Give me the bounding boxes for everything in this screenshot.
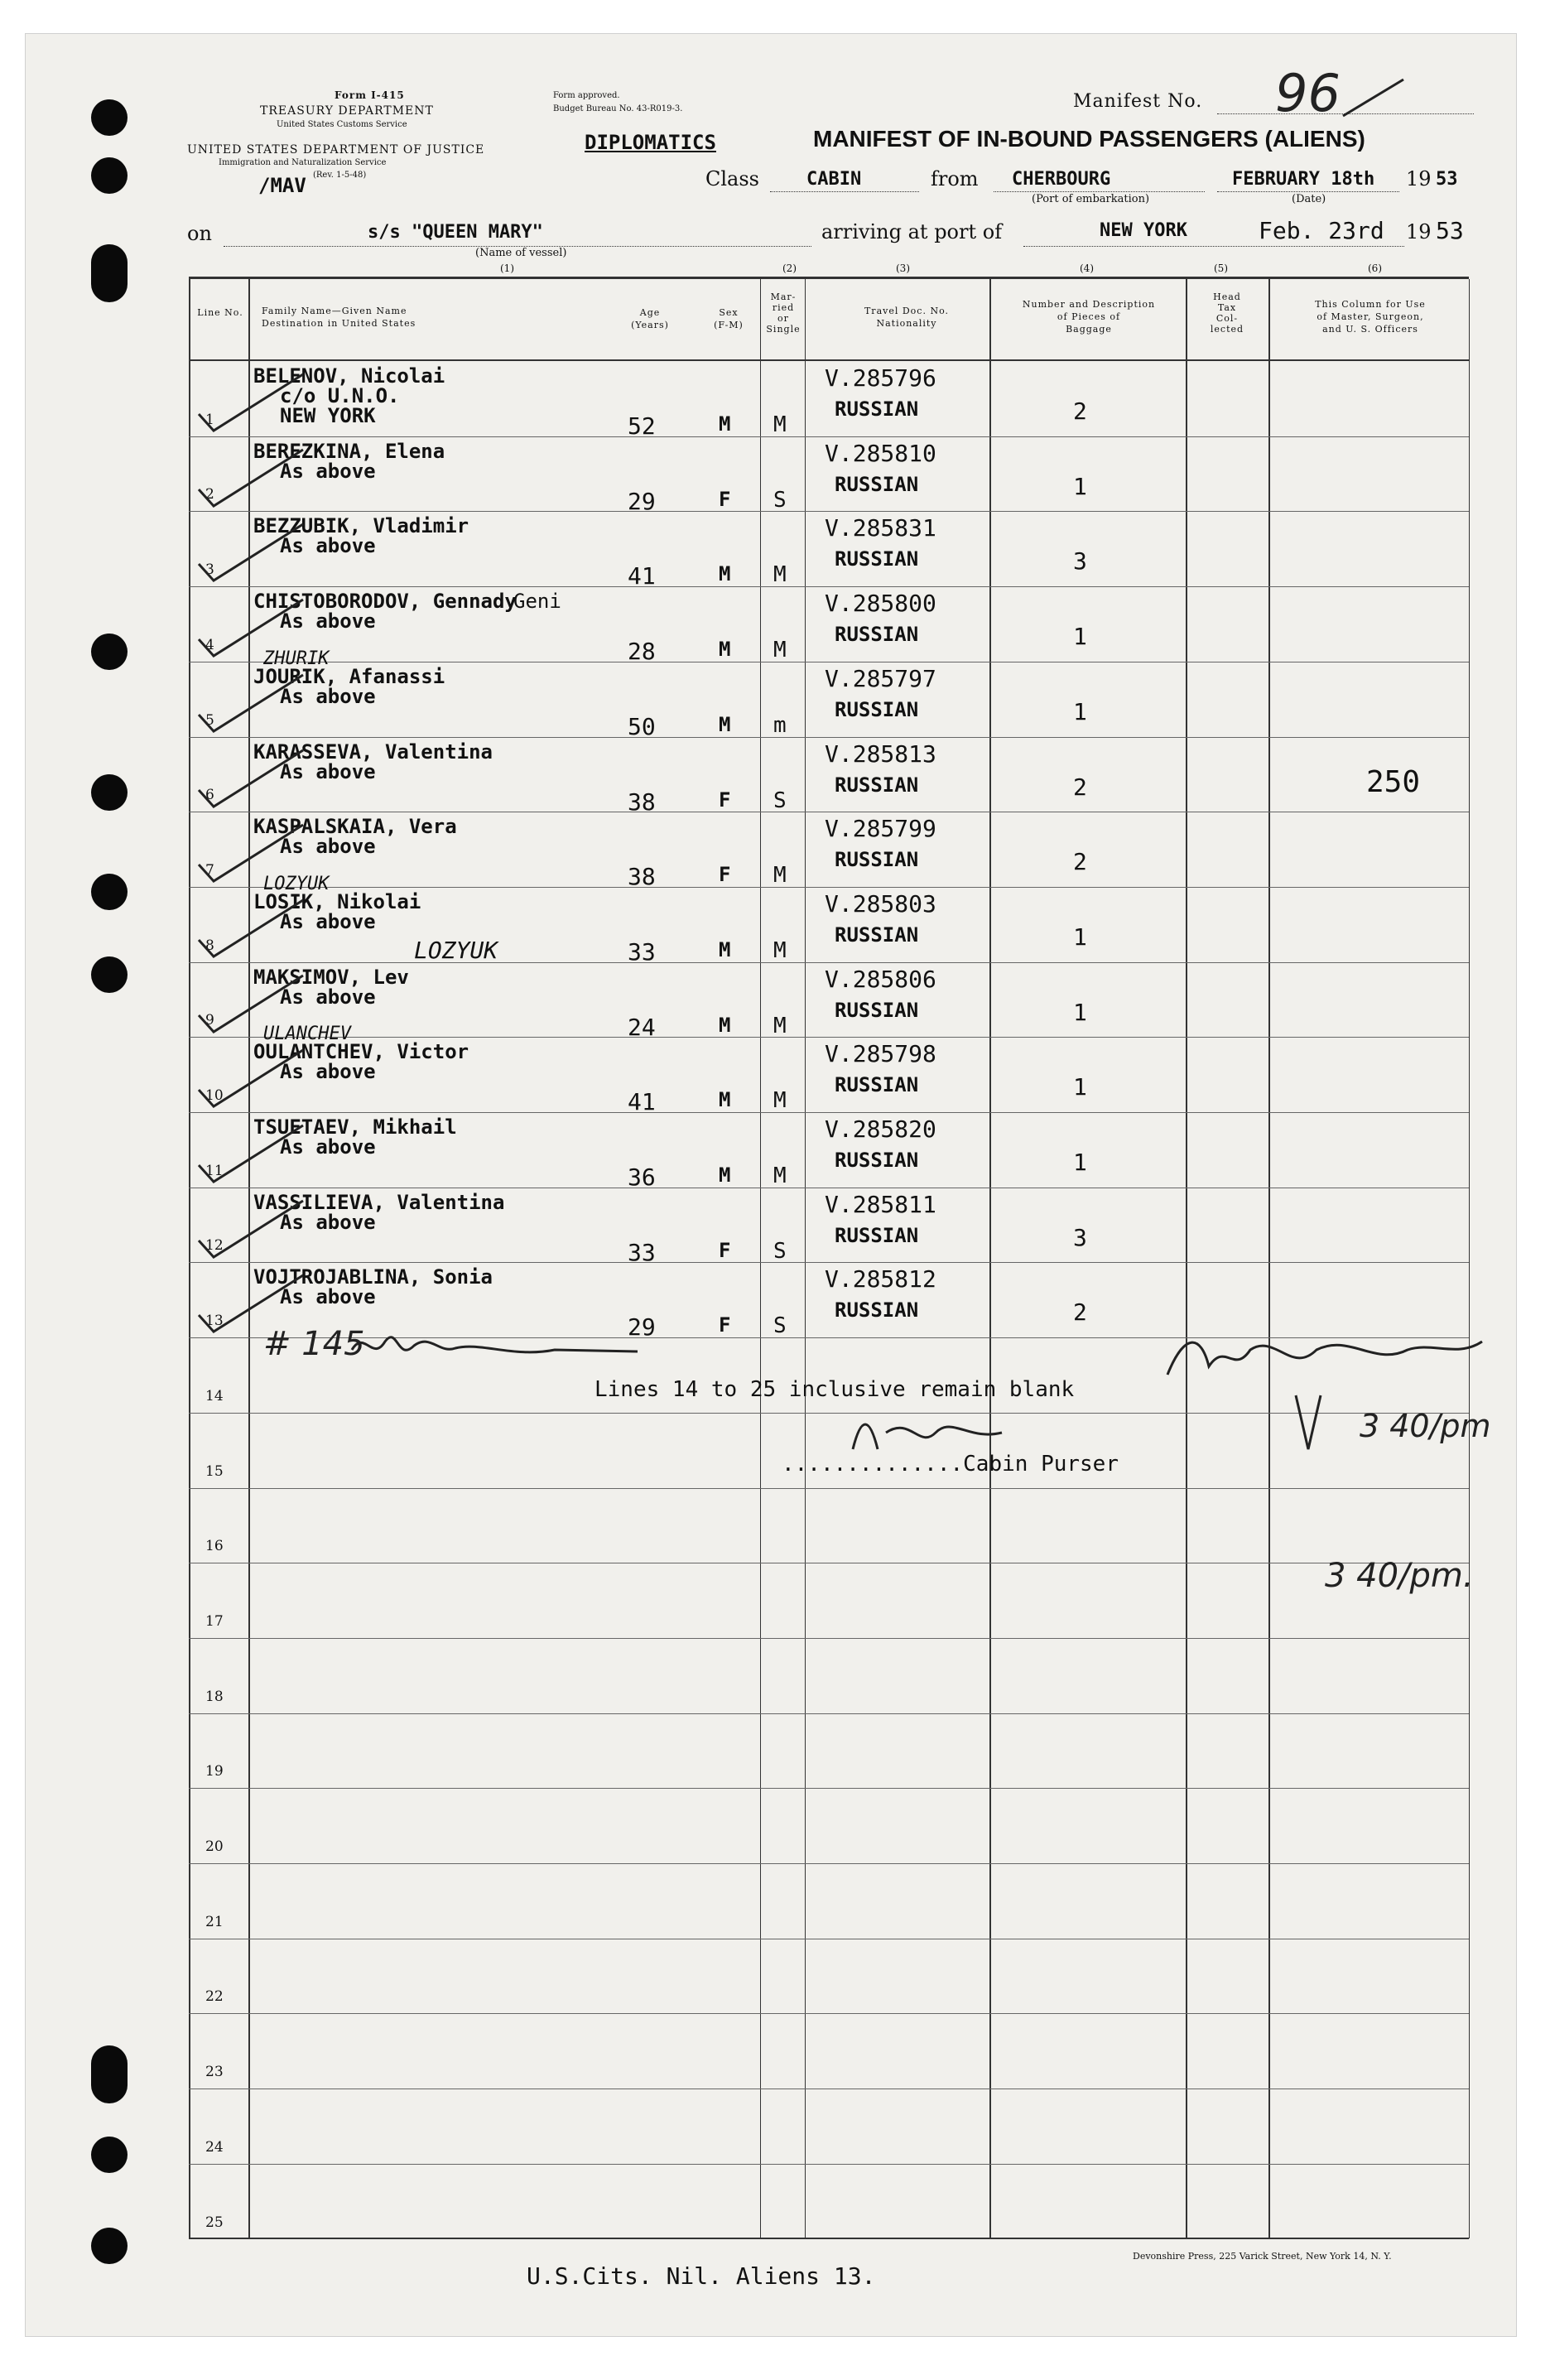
passenger-nationality: RUSSIAN xyxy=(835,1298,919,1322)
col-num-6: (6) xyxy=(1368,263,1382,274)
row-divider xyxy=(189,2013,1469,2014)
time-note-1: 3 40/pm xyxy=(1360,1408,1491,1444)
passenger-marital-status: m xyxy=(773,712,787,738)
col-header-officers: This Column for Use of Master, Surgeon, and U. S. Officers xyxy=(1315,299,1426,335)
time-note-2: 3 40/pm. xyxy=(1325,1557,1474,1595)
line-number: 17 xyxy=(205,1612,224,1630)
passenger-age: 29 xyxy=(628,487,656,515)
arrival-date: Feb. 23rd xyxy=(1259,217,1384,244)
passenger-marital-status: M xyxy=(773,937,787,963)
passenger-sex: M xyxy=(719,1164,731,1187)
passenger-marital-status: M xyxy=(773,1013,787,1038)
officer-note: 250 xyxy=(1366,764,1421,799)
passenger-marital-status: M xyxy=(773,863,787,889)
passenger-marital-status: S xyxy=(773,487,787,513)
check-mark-icon xyxy=(195,1122,311,1188)
passenger-destination: As above xyxy=(280,835,376,859)
passenger-marital-status: S xyxy=(773,1238,787,1264)
binder-hole xyxy=(91,2137,128,2173)
passenger-sex: F xyxy=(719,1313,731,1337)
class-label: Class xyxy=(705,167,759,190)
line-number: 5 xyxy=(205,711,214,729)
line-number: 20 xyxy=(205,1838,224,1855)
row-divider xyxy=(189,1638,1469,1639)
row-divider xyxy=(189,1413,1469,1414)
passenger-name: VOJTROJABLINA, Sonia xyxy=(253,1265,493,1289)
baggage-count: 2 xyxy=(1073,1298,1087,1327)
passenger-name: LOSIK, Nikolai xyxy=(253,889,421,913)
passenger-name: CHISTOBORODOV, Gennady xyxy=(253,590,517,614)
passenger-age: 41 xyxy=(628,1088,656,1116)
approved-label: Form approved. xyxy=(553,91,620,100)
line-number: 8 xyxy=(205,937,214,954)
line-number: 13 xyxy=(205,1313,224,1330)
binder-hole xyxy=(91,774,128,811)
passenger-name: OULANTCHEV, Victor xyxy=(253,1040,469,1064)
col-header-headtax: Head Tax Col- lected xyxy=(1210,291,1244,335)
arrival-port: NEW YORK xyxy=(1100,220,1187,241)
col-border xyxy=(805,279,806,2238)
arrival-line xyxy=(1023,245,1404,247)
passenger-destination: As above xyxy=(280,534,376,558)
passenger-nationality: RUSSIAN xyxy=(835,697,919,721)
handwritten-name-correction: ZHURIK xyxy=(263,648,330,669)
from-line xyxy=(994,190,1205,192)
row-divider xyxy=(189,737,1469,738)
passenger-age: 33 xyxy=(628,1238,656,1266)
binder-hole xyxy=(91,874,128,910)
table-bottom-border xyxy=(189,2238,1469,2239)
passenger-sex: M xyxy=(719,937,731,961)
baggage-count: 3 xyxy=(1073,1223,1087,1251)
date-caption: (Date) xyxy=(1292,193,1326,205)
col-header-name: Family Name—Given Name Destination in United States xyxy=(262,306,416,329)
travel-doc-number: V.285813 xyxy=(825,740,936,768)
passenger-marital-status: S xyxy=(773,1313,787,1339)
travel-doc-number: V.285812 xyxy=(825,1265,936,1294)
travel-doc-number: V.285797 xyxy=(825,664,936,692)
arriving-label: arriving at port of xyxy=(821,220,1003,243)
port-caption: (Port of embarkation) xyxy=(1032,193,1150,205)
row-divider xyxy=(189,1488,1469,1489)
from-label: from xyxy=(931,167,979,190)
dept-service: United States Customs Service xyxy=(277,120,407,129)
handwritten-signature xyxy=(348,1325,646,1366)
baggage-count: 1 xyxy=(1073,697,1087,725)
passenger-nationality: RUSSIAN xyxy=(835,923,919,947)
passenger-name: BEREZKINA, Elena xyxy=(253,439,445,463)
diplomatics-label: DIPLOMATICS xyxy=(585,131,716,154)
totals-note: U.S.Cits. Nil. Aliens 13. xyxy=(527,2262,876,2290)
line-number: 1 xyxy=(205,411,214,428)
passenger-age: 29 xyxy=(628,1313,656,1342)
passenger-sex: M xyxy=(719,712,731,736)
printer-imprint: Devonshire Press, 225 Varick Street, New York 14, N. Y. xyxy=(1133,2251,1392,2262)
passenger-marital-status: S xyxy=(773,788,787,813)
check-mark-icon xyxy=(195,521,311,587)
line-number: 22 xyxy=(205,1988,224,2006)
baggage-count: 2 xyxy=(1073,397,1087,425)
line-number: 23 xyxy=(205,2064,224,2081)
line-number: 15 xyxy=(205,1462,224,1480)
check-mark-icon xyxy=(195,897,311,963)
handwritten-name-note: LOZYUK xyxy=(414,936,498,964)
col-border xyxy=(1268,279,1270,2238)
row-divider xyxy=(189,586,1469,587)
passenger-age: 28 xyxy=(628,638,656,666)
passenger-nationality: RUSSIAN xyxy=(835,472,919,496)
passenger-age: 52 xyxy=(628,412,656,440)
passenger-marital-status: M xyxy=(773,412,787,437)
binder-hole xyxy=(91,2045,128,2103)
purser-signature xyxy=(845,1408,1010,1457)
row-divider xyxy=(189,962,1469,963)
purser-line: ..............Cabin Purser xyxy=(782,1452,1119,1477)
passenger-nationality: RUSSIAN xyxy=(835,1149,919,1172)
line-number: 4 xyxy=(205,636,214,653)
line-number: 19 xyxy=(205,1763,224,1780)
passenger-name: KARASSEVA, Valentina xyxy=(253,740,493,764)
class-value: CABIN xyxy=(806,169,862,190)
passenger-age: 33 xyxy=(628,937,656,966)
arrival-year: 53 xyxy=(1436,217,1464,244)
binder-hole xyxy=(91,244,128,302)
line-number: 11 xyxy=(205,1162,224,1179)
binder-hole xyxy=(91,634,128,670)
dept-label: TREASURY DEPARTMENT xyxy=(260,104,434,118)
col-border xyxy=(760,279,761,2238)
line-number: 21 xyxy=(205,1913,224,1930)
baggage-count: 1 xyxy=(1073,623,1087,651)
col-border xyxy=(1186,279,1187,2238)
col-num-4: (4) xyxy=(1080,263,1094,274)
row-divider xyxy=(189,511,1469,512)
mav-mark: /MAV xyxy=(258,174,306,197)
passenger-name: VASSILIEVA, Valentina xyxy=(253,1190,505,1214)
travel-doc-number: V.285811 xyxy=(825,1190,936,1218)
passenger-age: 38 xyxy=(628,863,656,891)
passenger-destination: As above xyxy=(280,1210,376,1234)
passenger-sex: F xyxy=(719,1238,731,1262)
passenger-sex: F xyxy=(719,863,731,887)
from-value: CHERBOURG xyxy=(1012,169,1111,190)
form-label: Form I-415 xyxy=(335,89,405,101)
table-top-border xyxy=(189,277,1469,279)
rev-label: (Rev. 1-5-48) xyxy=(313,171,367,180)
passenger-nationality: RUSSIAN xyxy=(835,848,919,872)
col-num-2: (2) xyxy=(782,263,797,274)
passenger-destination: As above xyxy=(280,759,376,783)
passenger-nationality: RUSSIAN xyxy=(835,1073,919,1097)
travel-doc-number: V.285800 xyxy=(825,590,936,618)
baggage-count: 1 xyxy=(1073,923,1087,951)
check-mark-icon xyxy=(195,672,311,738)
passenger-destination: As above xyxy=(280,1285,376,1309)
justice-service: Immigration and Naturalization Service xyxy=(219,158,387,167)
passenger-age: 36 xyxy=(628,1164,656,1191)
passenger-name: KASPALSKAIA, Vera xyxy=(253,815,457,839)
passenger-marital-status: M xyxy=(773,1164,787,1188)
passenger-sex: M xyxy=(719,562,731,586)
line-number: 16 xyxy=(205,1538,224,1555)
row-divider xyxy=(189,1112,1469,1113)
check-mark-icon xyxy=(195,446,311,513)
blank-lines-note: Lines 14 to 25 inclusive remain blank xyxy=(594,1377,1075,1402)
passenger-name: BEZZUBIK, Vladimir xyxy=(253,514,469,538)
row-divider xyxy=(189,1863,1469,1864)
passenger-destination: As above xyxy=(280,909,376,933)
col-header-line: Line No. xyxy=(197,307,243,318)
col-num-5: (5) xyxy=(1214,263,1228,274)
passenger-destination: c/o U.N.O. xyxy=(280,384,400,407)
passenger-name: JOURIK, Afanassi xyxy=(253,664,445,688)
passenger-nationality: RUSSIAN xyxy=(835,397,919,421)
line-number: 7 xyxy=(205,861,214,879)
passenger-sex: M xyxy=(719,1013,731,1037)
handwritten-name-correction: ULANCHEV xyxy=(263,1024,351,1045)
passenger-nationality: RUSSIAN xyxy=(835,998,919,1022)
col-header-sex: Sex (F-M) xyxy=(714,307,744,330)
row-divider xyxy=(189,1788,1469,1789)
row-divider xyxy=(189,1037,1469,1038)
passenger-marital-status: M xyxy=(773,562,787,588)
col-num-1: (1) xyxy=(500,263,514,274)
baggage-count: 1 xyxy=(1073,1149,1087,1176)
passenger-name: MAKSIMOV, Lev xyxy=(253,965,409,989)
passenger-destination: As above xyxy=(280,609,376,634)
col-border xyxy=(189,279,190,2238)
col-header-married: Mar- ried or Single xyxy=(766,291,801,335)
passenger-nationality: RUSSIAN xyxy=(835,1223,919,1247)
date-line xyxy=(1217,190,1399,192)
passenger-marital-status: M xyxy=(773,638,787,663)
col-header-age: Age (Years) xyxy=(631,307,669,330)
handwritten-name-correction: LOZYUK xyxy=(263,873,330,894)
line-number: 25 xyxy=(205,2214,224,2231)
passenger-sex: F xyxy=(719,487,731,511)
col-num-3: (3) xyxy=(896,263,910,274)
travel-doc-number: V.285798 xyxy=(825,1040,936,1068)
class-line xyxy=(770,190,919,192)
col-header-baggage: Number and Description of Pieces of Baggage xyxy=(1022,299,1156,335)
row-divider xyxy=(189,436,1469,437)
line-number: 10 xyxy=(205,1087,224,1104)
passenger-name: BELENOV, Nicolai xyxy=(253,364,445,388)
col-border xyxy=(989,279,991,2238)
passenger-nationality: RUSSIAN xyxy=(835,773,919,797)
manifest-no-value: 96 xyxy=(1275,63,1341,123)
travel-doc-number: V.285796 xyxy=(825,364,936,392)
manifest-title: MANIFEST OF IN-BOUND PASSENGERS (ALIENS) xyxy=(813,126,1365,152)
row-divider xyxy=(189,887,1469,888)
manifest-no-stroke xyxy=(1341,73,1408,123)
binder-hole xyxy=(91,956,128,993)
officer-check-mark xyxy=(1292,1391,1325,1457)
passenger-destination: As above xyxy=(280,684,376,708)
handwritten-name-note: Geni xyxy=(513,590,561,614)
passenger-destination: As above xyxy=(280,985,376,1009)
travel-doc-number: V.285831 xyxy=(825,514,936,542)
baggage-count: 2 xyxy=(1073,773,1087,801)
date-value: FEBRUARY 18th xyxy=(1232,169,1375,190)
date-year: 53 xyxy=(1436,169,1458,190)
officer-signature xyxy=(1159,1325,1490,1391)
budget-label: Budget Bureau No. 43-R019-3. xyxy=(553,104,683,113)
row-divider xyxy=(189,1262,1469,1263)
justice-label: UNITED STATES DEPARTMENT OF JUSTICE xyxy=(187,143,485,157)
check-mark-icon xyxy=(195,1047,311,1113)
baggage-count: 1 xyxy=(1073,472,1087,500)
passenger-destination-2: NEW YORK xyxy=(280,404,376,427)
line-number: 14 xyxy=(205,1387,224,1404)
passenger-destination: As above xyxy=(280,1135,376,1159)
passenger-sex: F xyxy=(719,788,731,812)
passenger-name: TSUETAEV, Mikhail xyxy=(253,1115,457,1139)
check-mark-icon xyxy=(195,371,311,437)
vessel-value: s/s "QUEEN MARY" xyxy=(368,222,543,243)
passenger-age: 50 xyxy=(628,712,656,740)
passenger-marital-status: M xyxy=(773,1088,787,1114)
row-divider xyxy=(189,1713,1469,1714)
passenger-destination: As above xyxy=(280,459,376,483)
passenger-age: 41 xyxy=(628,562,656,590)
passenger-nationality: RUSSIAN xyxy=(835,547,919,571)
travel-doc-number: V.285799 xyxy=(825,815,936,843)
baggage-count: 1 xyxy=(1073,1073,1087,1101)
passenger-sex: M xyxy=(719,638,731,662)
line-number: 9 xyxy=(205,1012,214,1029)
manifest-no-label: Manifest No. xyxy=(1073,91,1203,112)
line-number: 3 xyxy=(205,561,214,579)
binder-hole xyxy=(91,2228,128,2264)
line-number: 12 xyxy=(205,1237,224,1255)
line-number: 2 xyxy=(205,486,214,503)
row-divider xyxy=(189,2164,1469,2165)
hash-note: # 145 xyxy=(263,1325,365,1363)
passenger-age: 38 xyxy=(628,788,656,816)
binder-hole xyxy=(91,157,128,194)
line-number: 6 xyxy=(205,787,214,804)
baggage-count: 3 xyxy=(1073,547,1087,576)
passenger-destination: As above xyxy=(280,1060,376,1084)
passenger-age: 24 xyxy=(628,1013,656,1041)
passenger-sex: M xyxy=(719,412,731,436)
check-mark-icon xyxy=(195,747,311,813)
on-label: on xyxy=(187,222,212,245)
travel-doc-number: V.285810 xyxy=(825,439,936,467)
table-header-border xyxy=(189,359,1469,361)
baggage-count: 2 xyxy=(1073,848,1087,876)
line-number: 24 xyxy=(205,2138,224,2156)
travel-doc-number: V.285820 xyxy=(825,1115,936,1143)
binder-hole xyxy=(91,99,128,136)
passenger-sex: M xyxy=(719,1088,731,1112)
vessel-caption: (Name of vessel) xyxy=(475,247,567,259)
passenger-nationality: RUSSIAN xyxy=(835,623,919,647)
check-mark-icon xyxy=(195,1197,311,1264)
travel-doc-number: V.285803 xyxy=(825,889,936,918)
date-year-prefix: 19 xyxy=(1406,167,1432,190)
col-border xyxy=(1469,279,1470,2238)
baggage-count: 1 xyxy=(1073,998,1087,1026)
travel-doc-number: V.285806 xyxy=(825,965,936,993)
col-header-travel: Travel Doc. No. Nationality xyxy=(864,306,950,329)
line-number: 18 xyxy=(205,1688,224,1705)
arrival-year-prefix: 19 xyxy=(1406,220,1432,243)
